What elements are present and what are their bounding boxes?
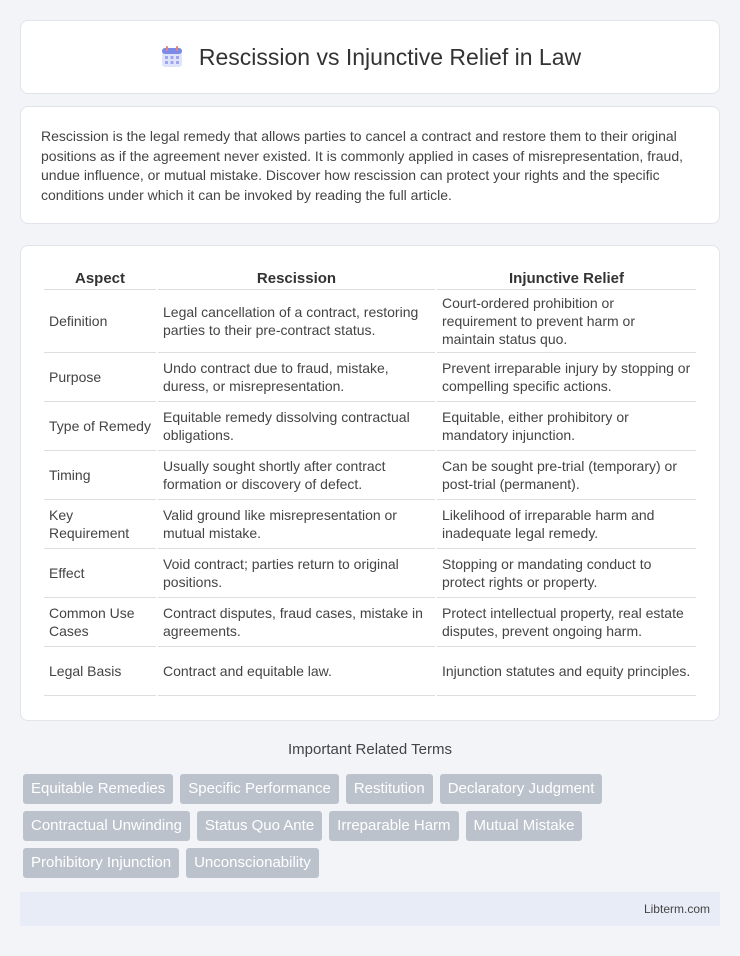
table-cell: Equitable remedy dissolving contractual obligations.: [158, 402, 435, 451]
header-injunctive-relief: Injunctive Relief: [437, 264, 696, 290]
comparison-card: [20, 245, 720, 721]
calendar-icon: [159, 44, 185, 70]
table-cell: Injunction statutes and equity principles.: [437, 647, 696, 696]
term-tag[interactable]: Restitution: [346, 774, 433, 804]
table-cell: Timing: [44, 451, 156, 500]
table-cell: Legal Basis: [44, 647, 156, 696]
title-card: [20, 20, 720, 94]
table-cell: Legal cancellation of a contract, restoring parties to their pre-contract status.: [158, 290, 435, 353]
header-aspect: Aspect: [44, 264, 156, 290]
term-tag[interactable]: Specific Performance: [180, 774, 339, 804]
table-row: [44, 647, 696, 696]
table-cell: Key Requirement: [44, 500, 156, 549]
table-row: [44, 598, 696, 647]
table-cell: Prevent irreparable injury by stopping or compelling specific actions.: [437, 353, 696, 402]
comparison-table: [42, 264, 698, 696]
table-cell: Can be sought pre-trial (temporary) or post-trial (permanent).: [437, 451, 696, 500]
table-row: [44, 353, 696, 402]
table-cell: Type of Remedy: [44, 402, 156, 451]
related-terms-list: [23, 774, 723, 878]
table-cell: Effect: [44, 549, 156, 598]
table-row: [44, 500, 696, 549]
term-tag[interactable]: Mutual Mistake: [466, 811, 583, 841]
term-tag[interactable]: Unconscionability: [186, 848, 319, 878]
term-tag[interactable]: Equitable Remedies: [23, 774, 173, 804]
intro-card: [20, 106, 720, 224]
table-cell: Undo contract due to fraud, mistake, duress, or misrepresentation.: [158, 353, 435, 402]
table-cell: Void contract; parties return to original positions.: [158, 549, 435, 598]
table-cell: Contract and equitable law.: [158, 647, 435, 696]
term-tag[interactable]: Status Quo Ante: [197, 811, 322, 841]
table-cell: Court-ordered prohibition or requirement to prevent harm or maintain status quo.: [437, 290, 696, 353]
table-row: [44, 290, 696, 353]
table-row: [44, 402, 696, 451]
intro-text: Rescission is the legal remedy that allows parties to cancel a contract and restore them to their original positions as if the agreement never existed. It is commonly applied in cases of misrepresentation, fraud, undue influence, or mutual mistake. Discover how rescission can protect your rights and the specific conditions under which it can be invoked by reading the full article.: [41, 128, 683, 203]
term-tag[interactable]: Contractual Unwinding: [23, 811, 190, 841]
term-tag[interactable]: Prohibitory Injunction: [23, 848, 179, 878]
footer-link[interactable]: Libterm.com: [643, 902, 710, 916]
table-cell: Equitable, either prohibitory or mandatory injunction.: [437, 402, 696, 451]
table-cell: Common Use Cases: [44, 598, 156, 647]
table-cell: Definition: [44, 290, 156, 353]
related-terms-title: Important Related Terms: [288, 741, 452, 758]
table-row: [44, 549, 696, 598]
table-header-row: [44, 264, 696, 290]
header-rescission: Rescission: [158, 264, 435, 290]
table-cell: Usually sought shortly after contract formation or discovery of defect.: [158, 451, 435, 500]
table-cell: Stopping or mandating conduct to protect rights or property.: [437, 549, 696, 598]
term-tag[interactable]: Declaratory Judgment: [440, 774, 603, 804]
table-cell: Purpose: [44, 353, 156, 402]
table-cell: Contract disputes, fraud cases, mistake in agreements.: [158, 598, 435, 647]
page-title: Rescission vs Injunctive Relief in Law: [198, 43, 582, 70]
table-cell: Protect intellectual property, real estate disputes, prevent ongoing harm.: [437, 598, 696, 647]
table-row: [44, 451, 696, 500]
table-cell: Valid ground like misrepresentation or mutual mistake.: [158, 500, 435, 549]
term-tag[interactable]: Irreparable Harm: [329, 811, 458, 841]
footer: [20, 892, 720, 926]
table-cell: Likelihood of irreparable harm and inadequate legal remedy.: [437, 500, 696, 549]
